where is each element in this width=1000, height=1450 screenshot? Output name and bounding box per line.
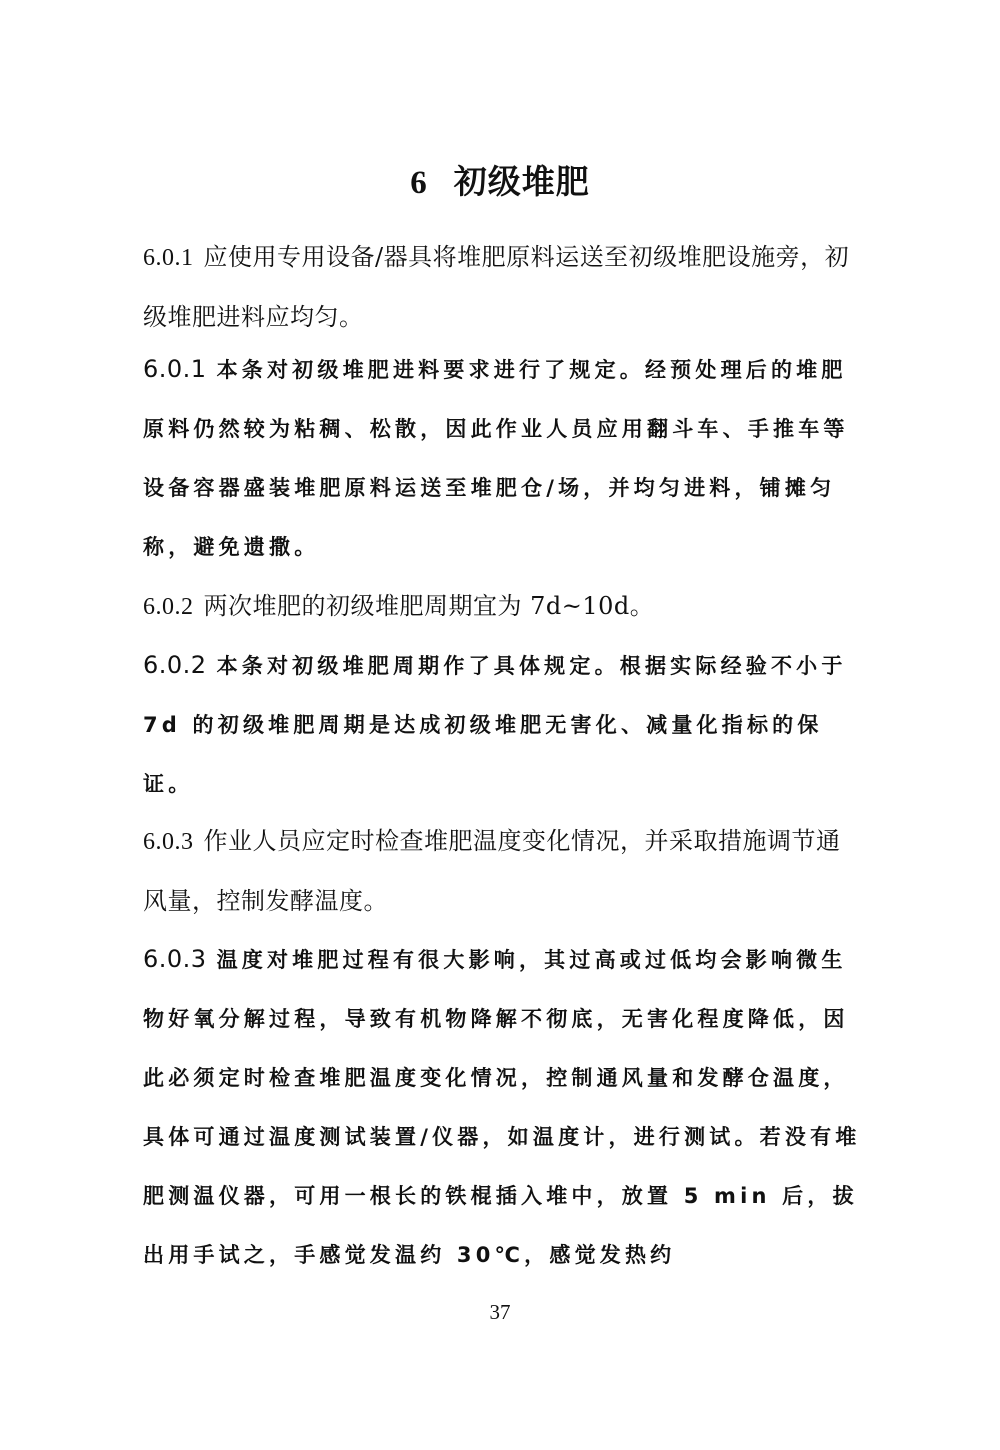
clause-text: 两次堆肥的初级堆肥周期宜为 7d~10d。 xyxy=(203,592,655,620)
chapter-title-text: 初级堆肥 xyxy=(453,162,590,201)
clause-6-0-2 xyxy=(143,577,863,637)
explanation-6-0-3 xyxy=(143,930,863,1285)
chapter-number: 6 xyxy=(410,165,428,201)
explanation-number: 6.0.2 xyxy=(143,651,207,679)
clause-6-0-3 xyxy=(143,812,863,931)
explanation-6-0-1 xyxy=(143,340,863,577)
explanation-number: 6.0.1 xyxy=(143,355,207,383)
explanation-text: 本条对初级堆肥周期作了具体规定。根据实际经验不小于 7d 的初级堆肥周期是达成初级堆肥无害化、减量化指标的保证。 xyxy=(143,654,847,796)
explanation-text: 本条对初级堆肥进料要求进行了规定。经预处理后的堆肥原料仍然较为粘稠、松散，因此作业人员应用翻斗车、手推车等设备容器盛装堆肥原料运送至堆肥仓/场，并均匀进料，铺摊匀称，避免遗撒。 xyxy=(143,358,849,559)
explanation-6-0-2 xyxy=(143,636,863,814)
clause-number: 6.0.1 xyxy=(143,245,194,271)
explanation-number: 6.0.3 xyxy=(143,945,207,973)
page-number: 37 xyxy=(489,1300,511,1324)
explanation-text: 温度对堆肥过程有很大影响，其过高或过低均会影响微生物好氧分解过程，导致有机物降解不彻底，无害化程度降低，因此必须定时检查堆肥温度变化情况，控制通风量和发酵仓温度，具体可通过温度测试装置/仪器，如温度计，进行测试。若没有堆肥测温仪器，可用一根长的铁棍插入堆中，放置 5 min 后，拔出用手试之，手感觉发温约 30℃，感觉发热约 xyxy=(143,948,861,1267)
clause-number: 6.0.2 xyxy=(143,594,194,620)
clause-number: 6.0.3 xyxy=(143,829,194,855)
clause-text: 应使用专用设备/器具将堆肥原料运送至初级堆肥设施旁，初级堆肥进料应均匀。 xyxy=(143,243,850,331)
clause-6-0-1 xyxy=(143,228,863,347)
chapter-title xyxy=(0,158,1000,207)
clause-text: 作业人员应定时检查堆肥温度变化情况，并采取措施调节通风量，控制发酵温度。 xyxy=(143,827,841,915)
